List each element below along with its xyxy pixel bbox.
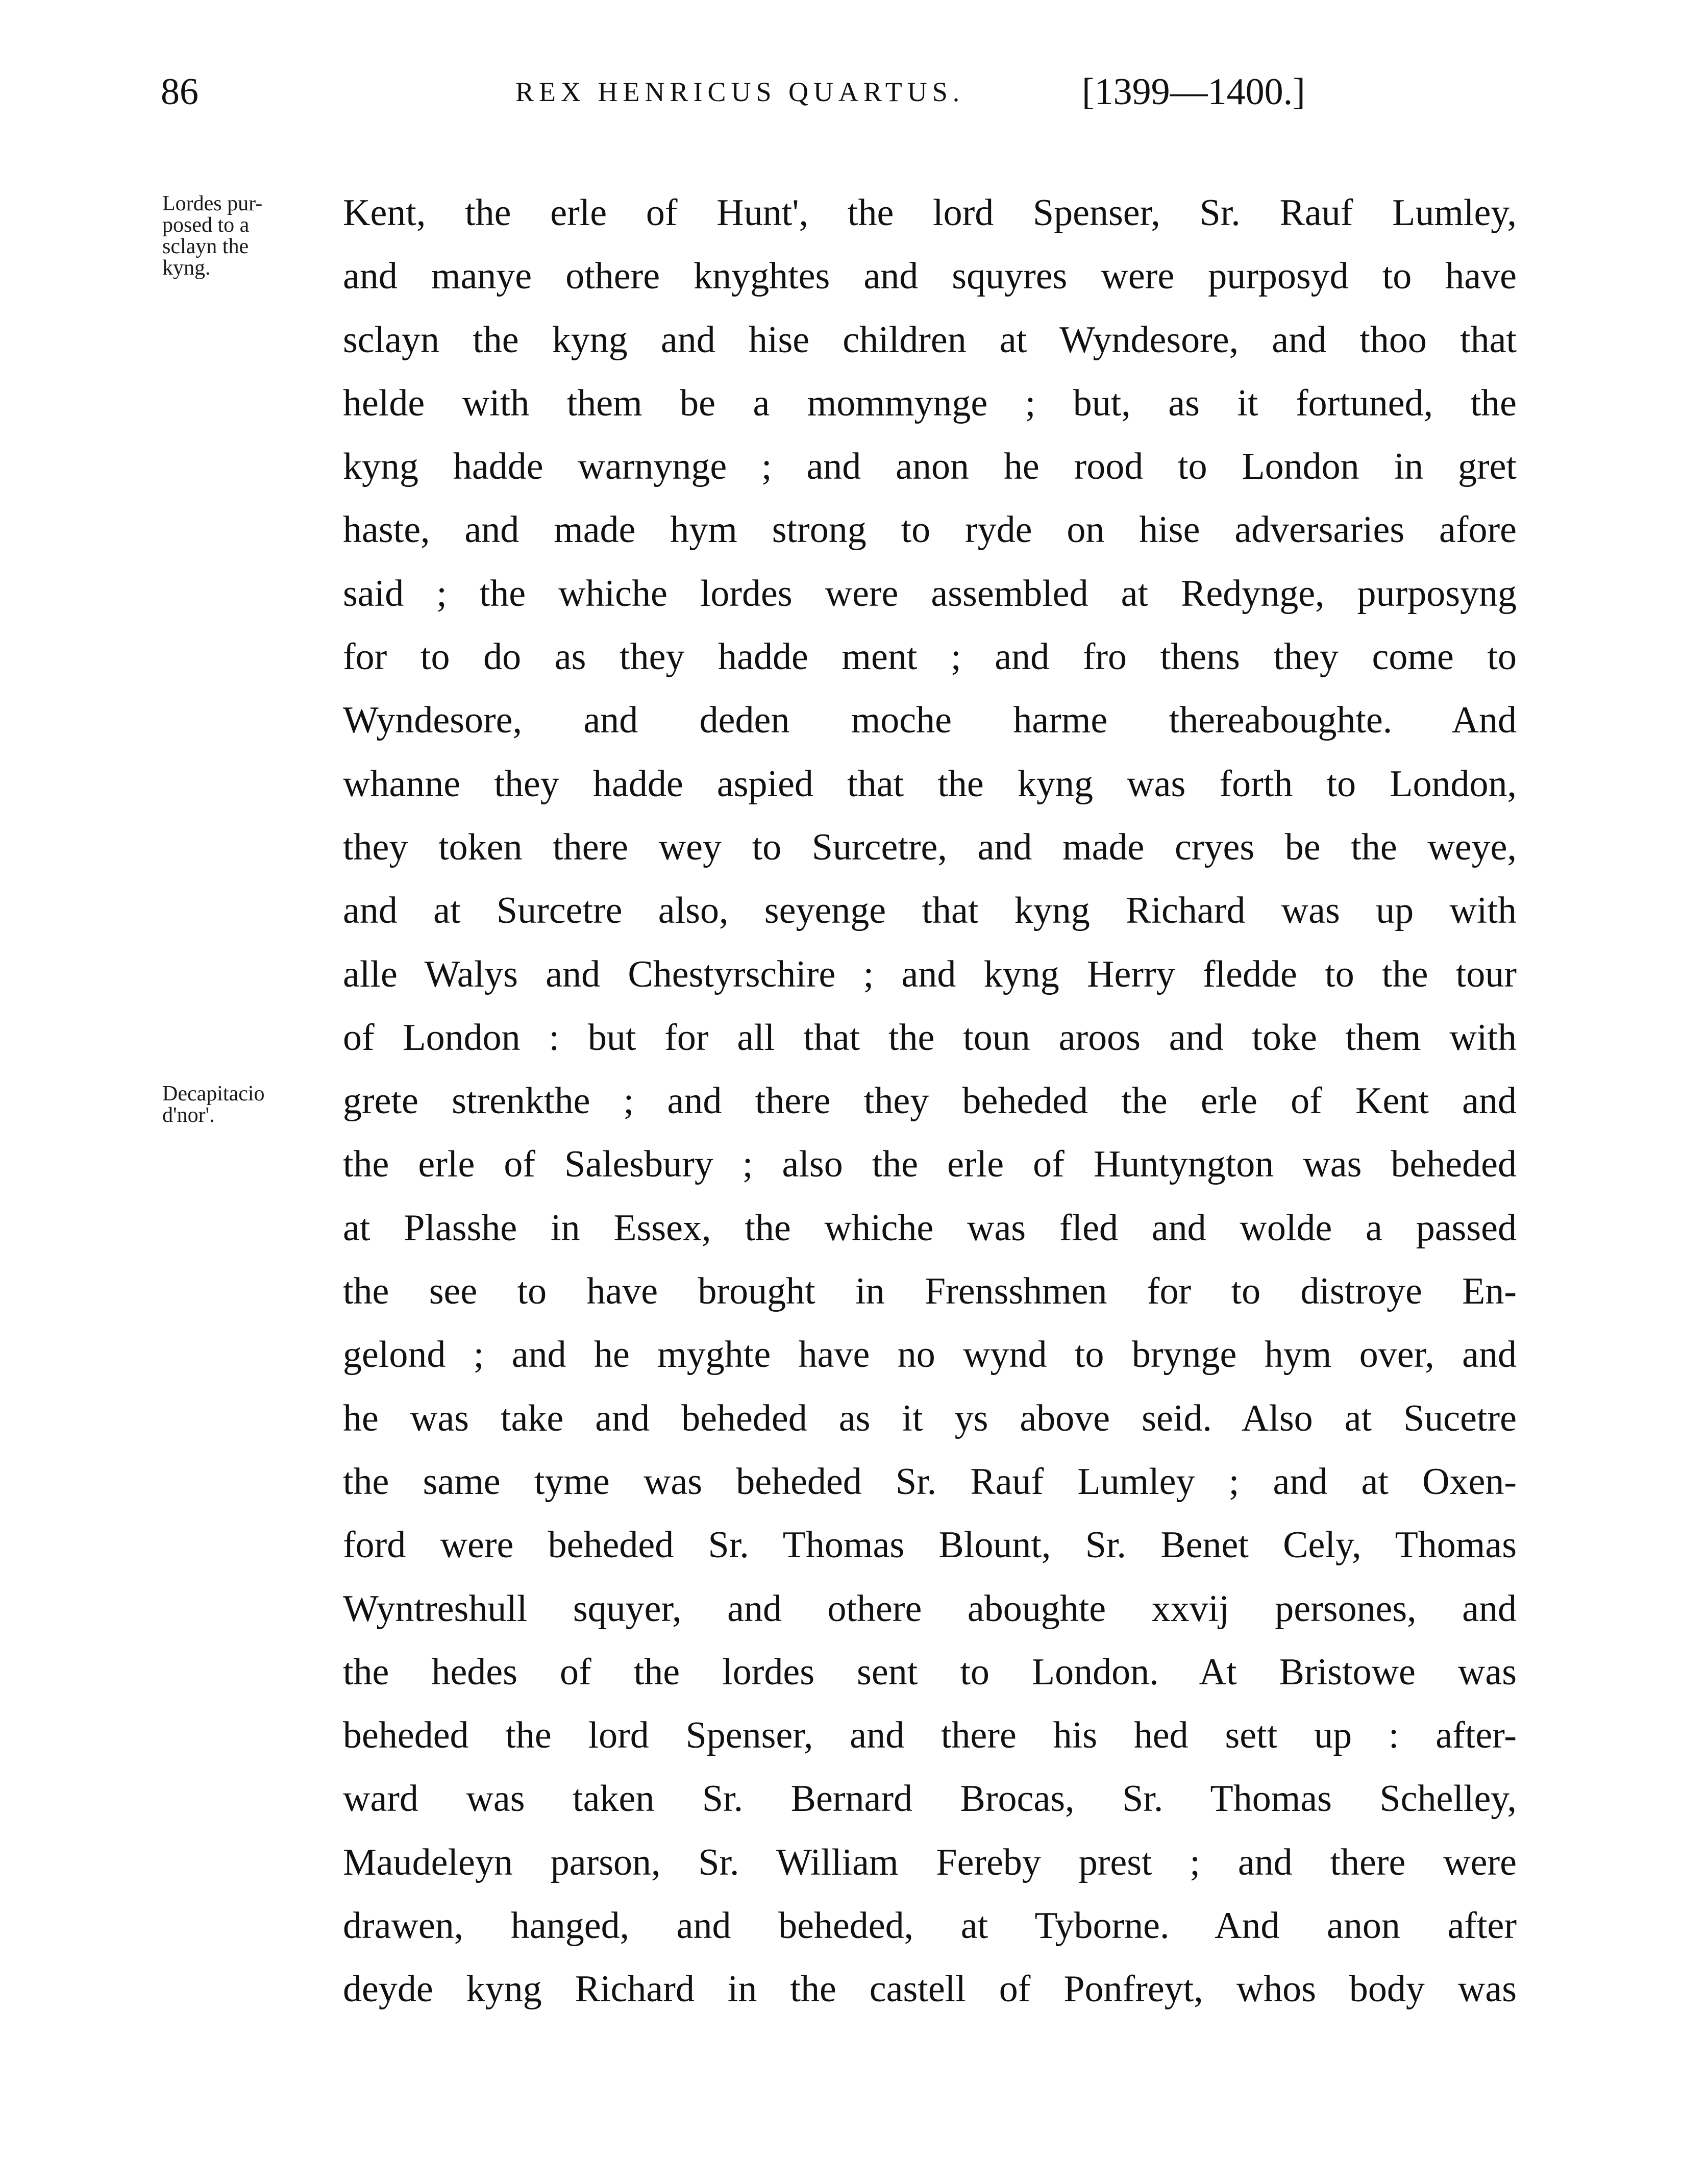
date-range: [1399—1400.] [1082, 71, 1305, 113]
text-line: and at Surcetre also, seyenge that kyng Richard was up with [343, 890, 1517, 932]
margin-note-line: Lordes pur- [162, 192, 263, 215]
margin-note [162, 193, 262, 279]
margin-note-line: posed to a [162, 213, 250, 237]
body-text [343, 181, 1517, 2021]
text-line: ford were beheded Sr. Thomas Blount, Sr. Benet Cely, Thomas [343, 1524, 1517, 1566]
running-title: REX HENRICUS QUARTUS. [515, 77, 965, 107]
running-header [0, 66, 1683, 128]
text-line: alle Walys and Chestyrschire ; and kyng Herry fledde to the tour [343, 953, 1517, 995]
text-line: and manye othere knyghtes and squyres were purposyd to have [343, 255, 1517, 298]
text-line: the hedes of the lordes sent to London. At Bristowe was [343, 1651, 1517, 1693]
text-line: ward was taken Sr. Bernard Brocas, Sr. Thomas Schelley, [343, 1778, 1517, 1820]
text-line: sclayn the kyng and hise children at Wyndesore, and thoo that [343, 318, 1517, 361]
text-line: beheded the lord Spenser, and there his hed sett up : after- [343, 1714, 1517, 1757]
text-line: Wyntreshull squyer, and othere aboughte xxvij persones, and [343, 1587, 1517, 1630]
text-line: the see to have brought in Frensshmen for to distroye En- [343, 1270, 1517, 1313]
margin-note-line: Decapitacio [162, 1082, 265, 1106]
text-line: drawen, hanged, and beheded, at Tyborne. And anon after [343, 1905, 1517, 1947]
margin-note [162, 1083, 265, 1126]
text-line: haste, and made hym strong to ryde on hise adversaries afore [343, 509, 1517, 551]
text-line: gelond ; and he myghte have no wynd to brynge hym over, and [343, 1334, 1517, 1376]
text-line: kyng hadde warnynge ; and anon he rood to London in gret [343, 446, 1517, 488]
text-line: Kent, the erle of Hunt', the lord Spenser, Sr. Rauf Lumley, [343, 192, 1517, 234]
text-line: at Plasshe in Essex, the whiche was fled and wolde a passed [343, 1207, 1517, 1249]
text-line: helde with them be a mommynge ; but, as it fortuned, the [343, 382, 1517, 424]
text-line: said ; the whiche lordes were assembled at Redynge, purposyng [343, 572, 1517, 615]
margin-note-line: kyng. [162, 256, 211, 280]
text-line: whanne they hadde aspied that the kyng was forth to London, [343, 763, 1517, 805]
text-line: of London : but for all that the toun aroos and toke them with [343, 1016, 1517, 1059]
text-line: Wyndesore, and deden moche harme thereaboughte. And [343, 699, 1517, 742]
text-line: grete strenkthe ; and there they beheded the erle of Kent and [343, 1080, 1517, 1122]
text-line: for to do as they hadde ment ; and fro thens they come to [343, 636, 1517, 678]
page-number: 86 [161, 71, 199, 113]
text-line: he was take and beheded as it ys above seid. Also at Sucetre [343, 1397, 1517, 1439]
text-line: the same tyme was beheded Sr. Rauf Lumley ; and at Oxen- [343, 1460, 1517, 1503]
text-line: Maudeleyn parson, Sr. William Fereby prest ; and there were [343, 1841, 1517, 1883]
text-line: the erle of Salesbury ; also the erle of Huntyngton was beheded [343, 1143, 1517, 1186]
text-line: they token there wey to Surcetre, and made cryes be the weye, [343, 826, 1517, 868]
text-line: deyde kyng Richard in the castell of Ponfreyt, whos body was [343, 1968, 1517, 2010]
margin-note-line: sclayn the [162, 235, 249, 258]
margin-note-line: d'nor'. [162, 1103, 215, 1127]
